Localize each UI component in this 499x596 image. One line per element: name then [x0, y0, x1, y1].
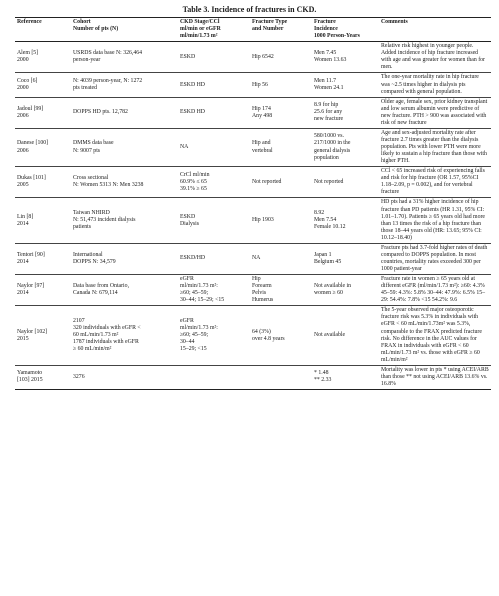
cell-comments-text: Fracture rate in women ≥ 65 years old at different eGFR (ml/min/1.73 m²): ≥60: 4.3% 45–59: 4.3%: 5.8% 30–44: 47.9%: 6.5% 15–29: 54.4%: 7.8% <15 54.2%: 9.6: [381, 276, 486, 304]
cell-ckd-stage: [178, 306, 250, 366]
text-line: Women 13.63: [314, 57, 347, 64]
cell-fracture-incidence: [312, 198, 379, 243]
text-line: 2000: [17, 85, 29, 92]
cell-cohort-text: [73, 374, 176, 381]
table-header-row: [15, 18, 491, 42]
cell-reference-text: [17, 106, 69, 120]
cell-reference: [15, 198, 71, 243]
text-line: 39.1% ≥ 65: [180, 185, 207, 192]
text-line: Coco [6]: [17, 77, 38, 84]
text-line: 3276: [73, 373, 85, 380]
cell-fracture-type-text: [252, 140, 310, 154]
cell-reference: [15, 97, 71, 128]
cell-fracture-type-text: [252, 276, 310, 304]
cell-ckd-stage-text: [180, 82, 248, 89]
cell-fracture-type: [250, 42, 312, 73]
text-line: ESKD: [180, 53, 196, 60]
text-line: Fracture Type: [252, 19, 288, 25]
cell-reference-text: [17, 370, 69, 384]
text-line: eGFR: [180, 317, 194, 324]
text-line: Men 7.54: [314, 217, 337, 224]
cell-cohort: [71, 306, 178, 366]
text-line: Canada N: 679,114: [73, 290, 118, 297]
cell-ckd-stage: [178, 198, 250, 243]
header-fracture-incidence: [312, 18, 379, 42]
text-line: Not available: [314, 332, 346, 339]
text-line: Tentori [90]: [17, 251, 45, 258]
cell-comments-text: Age and sex-adjusted mortality rate after fracture 2.7 times greater than the dialysis population. Pts with lower PTH were more likely to sustain a hip fracture than those with higher PTH.: [381, 129, 487, 165]
text-line: Comments: [381, 19, 408, 25]
cell-ckd-stage-text: [180, 109, 248, 116]
text-line: Alem [5]: [17, 50, 39, 57]
cell-fracture-type: [250, 243, 312, 274]
cell-reference-text: [17, 50, 69, 64]
cell-cohort-text: [73, 318, 176, 353]
text-line: CrCl ml/min: [180, 171, 210, 178]
cell-ckd-stage: [178, 97, 250, 128]
table-row: [15, 306, 491, 366]
text-line: Hip: [252, 276, 261, 283]
table-caption: Table 3. Incidence of fractures in CKD.: [182, 5, 317, 14]
cell-fracture-incidence-text: [314, 210, 377, 231]
cell-ckd-stage-text: [180, 255, 248, 262]
text-line: 2000: [17, 57, 29, 64]
cell-comments-text: Relative risk highest in younger people. Added incidence of hip fracture increased with age and was greater for women than for men.: [381, 43, 485, 71]
cell-fracture-type: [250, 198, 312, 243]
text-line: Number of pts (N): [73, 26, 119, 33]
text-line: USRDS data base N: 326,464: [73, 50, 143, 57]
text-line: Reference: [17, 19, 42, 25]
cell-reference-text: [17, 140, 69, 154]
text-line: ml/min/1.73 m²: [180, 33, 218, 40]
table-row: [15, 198, 491, 243]
text-line: Dialysis: [180, 220, 200, 227]
text-line: N: 9007 pts: [73, 147, 101, 154]
cell-cohort: [71, 365, 178, 389]
cell-cohort: [71, 167, 178, 198]
text-line: Japan 1: [314, 251, 332, 258]
text-line: 8.9 for hip: [314, 102, 339, 109]
cell-fracture-type: [250, 365, 312, 389]
cell-comments-text: Fracture pts had 3.7-fold higher rates of death compared to DOPPS population. In most countries, mortality rates exceeded 300 per 1000 patient-year: [381, 244, 488, 272]
table-row: [15, 42, 491, 73]
cell-fracture-incidence: [312, 42, 379, 73]
cell-comments-text: HD pts had a 31% higher incidence of hip fracture than PD patients (HR 1.31, 95% CI: 1.01–1.70). Patients ≥ 65 years old had more than 13 times the risk of a hip fracture than those 18–44 years old (HR: 13.65; 95% CI: 10.12–18.40): [381, 199, 485, 241]
text-line: 2005: [17, 182, 29, 189]
text-line: Not reported: [252, 178, 282, 185]
text-line: Hip and: [252, 140, 271, 147]
text-line: Men 7.45: [314, 50, 337, 57]
cell-comments: [379, 306, 491, 366]
text-line: Women 24.1: [314, 85, 344, 92]
text-line: 1000 Person-Years: [314, 33, 360, 40]
text-line: 15–29; <15: [180, 346, 207, 353]
text-line: Danese [100]: [17, 140, 49, 147]
text-line: ESKD: [180, 213, 196, 220]
text-line: Cohort: [73, 19, 91, 25]
text-line: 60 mL/min/1.73 m²: [73, 332, 119, 339]
text-line: women ≥ 60: [314, 290, 343, 297]
cell-fracture-type-text: [252, 106, 310, 120]
cell-reference: [15, 42, 71, 73]
text-line: Incidence: [314, 26, 338, 33]
table-row: [15, 243, 491, 274]
text-line: Taiwan NHIRD: [73, 210, 110, 217]
text-line: Hip 6542: [252, 53, 274, 60]
text-line: 64 (3%): [252, 328, 271, 335]
text-line: Not available in: [314, 283, 352, 290]
text-line: Forearm: [252, 283, 272, 290]
cell-reference-text: [17, 78, 69, 92]
text-line: 580/1000 vs.: [314, 133, 344, 140]
text-line: DOPPS N: 34,579: [73, 258, 116, 265]
text-line: person-year: [73, 57, 101, 64]
text-line: 2014: [17, 220, 29, 227]
cell-fracture-incidence: [312, 97, 379, 128]
text-line: 2107: [73, 317, 85, 324]
cell-cohort-text: [73, 210, 176, 231]
table-row: [15, 365, 491, 389]
text-line: CKD Stage/CCl: [180, 19, 220, 25]
text-line: N: 51,473 incident dialysis: [73, 217, 136, 224]
cell-fracture-type-text: [252, 255, 310, 262]
cell-ckd-stage-text: [180, 214, 248, 228]
cell-fracture-incidence-text: [314, 50, 377, 64]
cell-cohort: [71, 128, 178, 166]
text-line: 1787 individuals with eGFR: [73, 339, 139, 346]
text-line: patients: [73, 224, 92, 231]
cell-reference: [15, 275, 71, 306]
text-line: Hip 56: [252, 81, 268, 88]
cell-fracture-incidence: [312, 306, 379, 366]
text-line: 320 individuals with eGFR <: [73, 324, 141, 331]
text-line: general dialysis: [314, 147, 351, 154]
cell-fracture-incidence: [312, 128, 379, 166]
text-line: 2006: [17, 112, 29, 119]
text-line: new fracture: [314, 116, 344, 123]
text-line: 60.9% ≤ 65: [180, 178, 207, 185]
cell-ckd-stage-text: [180, 276, 248, 304]
cell-ckd-stage: [178, 128, 250, 166]
header-ckd-stage: [178, 18, 250, 42]
cell-fracture-type-text: [252, 329, 310, 343]
cell-cohort: [71, 275, 178, 306]
text-line: 30–44; 15–29; <15: [180, 297, 225, 304]
text-line: Belgium 45: [314, 258, 342, 265]
header-fracture-type: [250, 18, 312, 42]
cell-reference: [15, 167, 71, 198]
cell-comments: [379, 243, 491, 274]
text-line: NA: [252, 255, 261, 262]
cell-cohort-text: [73, 50, 176, 64]
cell-reference-text: [17, 283, 69, 297]
cell-ckd-stage: [178, 73, 250, 97]
text-line: Not reported: [314, 178, 344, 185]
cell-ckd-stage-text: [180, 172, 248, 193]
cell-cohort-text: [73, 252, 176, 266]
cell-reference: [15, 365, 71, 389]
text-line: Fracture: [314, 19, 336, 25]
cell-fracture-incidence-text: [314, 133, 377, 161]
cell-comments-text: Mortality was lower in pts * using ACEI/ARB than those ** not using ACEI/ARB 13.6% vs. 16.8%: [381, 366, 489, 387]
cell-ckd-stage: [178, 243, 250, 274]
cell-ckd-stage-text: [180, 54, 248, 61]
text-line: ≥60; 45–59;: [180, 290, 209, 297]
cell-reference-text: [17, 329, 69, 343]
cell-reference-text: [17, 214, 69, 228]
text-line: ml/min/1.73 m²:: [180, 283, 218, 290]
header-cohort: [71, 18, 178, 42]
cell-cohort-text: [73, 283, 176, 297]
text-line: Cross sectional: [73, 175, 109, 182]
text-line: ESKD HD: [180, 81, 205, 88]
cell-reference-text: [17, 175, 69, 189]
cell-cohort-text: [73, 78, 176, 92]
cell-fracture-incidence: [312, 167, 379, 198]
cell-cohort: [71, 97, 178, 128]
text-line: ≥ 60 mL/min/m²: [73, 346, 112, 353]
text-line: 30–44: [180, 339, 195, 346]
cell-fracture-incidence-text: [314, 252, 377, 266]
cell-fracture-incidence-text: [314, 332, 377, 339]
text-line: ESKD HD: [180, 109, 205, 116]
text-line: Pelvis: [252, 290, 267, 297]
text-line: ml/min/1.73 m²:: [180, 324, 218, 331]
cell-cohort-text: [73, 175, 176, 189]
cell-fracture-type-text: [252, 54, 310, 61]
text-line: population: [314, 154, 339, 161]
table-row: [15, 167, 491, 198]
text-line: Dukas [101]: [17, 175, 46, 182]
cell-comments: [379, 275, 491, 306]
cell-ckd-stage-text: [180, 318, 248, 353]
header-reference: [15, 18, 71, 42]
cell-fracture-type: [250, 73, 312, 97]
text-line: Men 11.7: [314, 77, 337, 84]
cell-cohort-text: [73, 109, 176, 116]
text-line: Lin [8]: [17, 213, 34, 220]
fracture-incidence-table: [15, 17, 491, 390]
cell-fracture-incidence-text: [314, 179, 377, 186]
text-line: DMMS data base: [73, 140, 114, 147]
cell-fracture-type: [250, 97, 312, 128]
cell-ckd-stage: [178, 275, 250, 306]
cell-comments: [379, 97, 491, 128]
text-line: ml/min or eGFR: [180, 26, 221, 33]
text-line: DOPPS HD pts. 12,782: [73, 109, 128, 116]
cell-fracture-incidence: [312, 275, 379, 306]
text-line: * 1.48: [314, 370, 329, 377]
text-line: Humerus: [252, 297, 274, 304]
table-row: [15, 73, 491, 97]
text-line: Yamamoto: [17, 370, 43, 377]
text-line: Any 498: [252, 112, 273, 119]
text-line: ESKD/HD: [180, 255, 206, 262]
text-line: Hip 1903: [252, 217, 274, 224]
cell-cohort-text: [73, 140, 176, 154]
cell-comments: [379, 365, 491, 389]
text-line: Female 10.12: [314, 224, 346, 231]
cell-ckd-stage-text: [180, 144, 248, 151]
cell-fracture-type-text: [252, 82, 310, 89]
cell-ckd-stage: [178, 167, 250, 198]
cell-ckd-stage: [178, 365, 250, 389]
cell-fracture-incidence-text: [314, 78, 377, 92]
text-line: eGFR: [180, 276, 194, 283]
table-row: [15, 128, 491, 166]
cell-ckd-stage: [178, 42, 250, 73]
cell-fracture-incidence: [312, 365, 379, 389]
text-line: Naylor [97]: [17, 283, 45, 290]
cell-cohort: [71, 73, 178, 97]
text-line: 8.92: [314, 210, 325, 217]
cell-fracture-type-text: [252, 179, 310, 186]
cell-comments-text: The 5-year observed major osteoporotic fracture risk was 5.3% in individuals with eGFR < 60 mL/min/1.73m² was 5.3%, comparable to the FRAX predicted fracture risk. No difference in the AUC values for FRAX in individuals with eGFR < 60 mL/min/1.73 m² vs. those with eGFR ≥ 60 mL/min/m²: [381, 307, 482, 363]
cell-fracture-incidence-text: [314, 102, 377, 123]
text-line: Data base from Ontario,: [73, 283, 130, 290]
text-line: N: Women 5313 N: Men 3238: [73, 182, 144, 189]
cell-cohort: [71, 42, 178, 73]
cell-fracture-incidence-text: [314, 283, 377, 297]
text-line: and Number: [252, 26, 284, 33]
text-line: 2014: [17, 258, 29, 265]
cell-fracture-incidence-text: [314, 370, 377, 384]
cell-fracture-type: [250, 167, 312, 198]
text-line: International: [73, 251, 103, 258]
text-line: 2014: [17, 290, 29, 297]
cell-fracture-type: [250, 306, 312, 366]
cell-comments-text: CCl < 65 increased risk of experiencing falls and risk for hip fracture (OR 1.57, 95%CI 1.18–2.09, p = 0.002), and for vertebral fracture: [381, 168, 485, 196]
cell-cohort: [71, 243, 178, 274]
header-comments: [379, 18, 491, 42]
cell-reference: [15, 128, 71, 166]
cell-comments: [379, 42, 491, 73]
text-line: ≥60; 45–59;: [180, 332, 209, 339]
cell-comments-text: Older age, female sex, prior kidney transplant and low serum albumin were predictive of new fracture. PTH > 900 was associated with risk of new fracture: [381, 98, 488, 126]
text-line: ** 2.33: [314, 377, 332, 384]
cell-fracture-type: [250, 275, 312, 306]
text-line: 2015: [17, 335, 29, 342]
cell-fracture-type: [250, 128, 312, 166]
text-line: Naylor [102]: [17, 328, 48, 335]
cell-reference: [15, 306, 71, 366]
text-line: Hip 174: [252, 105, 271, 112]
text-line: [103] 2015: [17, 377, 43, 384]
cell-fracture-incidence: [312, 243, 379, 274]
text-line: over 4.8 years: [252, 335, 285, 342]
cell-comments: [379, 128, 491, 166]
cell-comments: [379, 73, 491, 97]
text-line: 2006: [17, 147, 29, 154]
text-line: 217/1000 in the: [314, 140, 351, 147]
text-line: pts treated: [73, 85, 97, 92]
table-row: [15, 275, 491, 306]
text-line: Jadoul [99]: [17, 105, 44, 112]
text-line: vertebral: [252, 147, 273, 154]
text-line: N: 4039 person-year, N: 1272: [73, 77, 143, 84]
cell-fracture-type-text: [252, 217, 310, 224]
text-line: 25.6 for any: [314, 109, 343, 116]
cell-reference: [15, 243, 71, 274]
text-line: NA: [180, 144, 189, 150]
cell-comments: [379, 198, 491, 243]
cell-comments: [379, 167, 491, 198]
cell-fracture-incidence: [312, 73, 379, 97]
cell-reference: [15, 73, 71, 97]
table-row: [15, 97, 491, 128]
cell-reference-text: [17, 252, 69, 266]
cell-cohort: [71, 198, 178, 243]
cell-comments-text: The one-year mortality rate in hip fracture was ~2.5 times higher in dialysis pts compared with general population.: [381, 74, 479, 95]
